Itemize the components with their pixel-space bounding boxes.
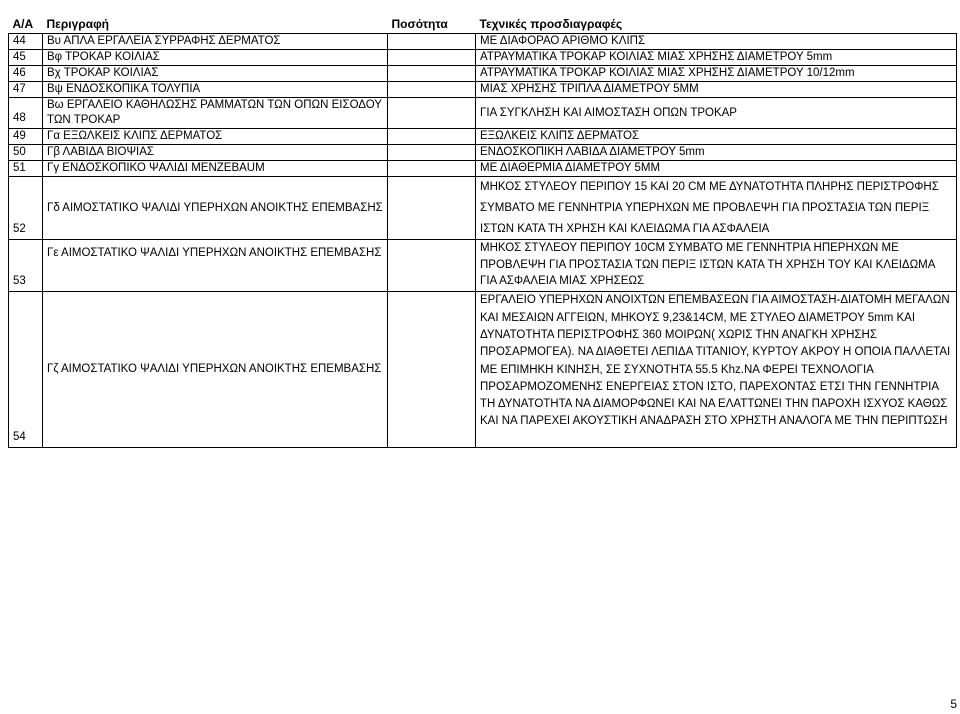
row-number: 50 [9,145,43,161]
table-row [9,129,957,145]
row-spec: ΜΗΚΟΣ ΣΤΥΛΕΟΥ ΠΕΡΙΠΟΥ 15 ΚΑΙ 20 CM ΜΕ ΔΥΝΑΤΟΤΗΤΑ ΠΛΗΡΗΣ ΠΕΡΙΣΤΡΟΦΗΣ ΣΥΜΒΑΤΟ ΜΕ ΓΕΝΝΗΤΡΙΑ ΥΠΕΡΗΧΩΝ ΜΕ ΠΡΟΒΛΕΨΗ ΓΙΑ ΠΡΟΣΤΑΣΙΑ ΤΩΝ ΠΕΡΙΞ ΙΣΤΩΝ ΚΑΤΑ ΤΗ ΧΡΗΣΗ ΚΑΙ ΚΛΕΙΔΩΜΑ ΓΙΑ ΑΣΦΑΛΕΙΑ [476,177,957,240]
row-quantity [388,161,476,177]
row-spec: ΕΞΩΛΚΕΙΣ ΚΛΙΠΣ ΔΕΡΜΑΤΟΣ [476,129,957,145]
row-spec: ΕΡΓΑΛΕΙΟ ΥΠΕΡΗΧΩΝ ΑΝΟΙΧΤΩΝ ΕΠΕΜΒΑΣΕΩΝ ΓΙΑ ΑΙΜΟΣΤΑΣΗ-ΔΙΑΤΟΜΗ ΜΕΓΑΛΩΝ ΚΑΙ ΜΕΣΑΙΩΝ ΑΓΓΕΙΩΝ, ΜΗΚΟΥΣ 9,23&14CM, ΜΕ ΣΤΥΛΕΟ ΔΙΑΜΕΤΡΟΥ 5mm ΚΑΙ ΔΥΝΑΤΟΤΗΤΑ ΠΕΡΙΣΤΡΟΦΗΣ 360 ΜΟΙΡΩΝ( ΧΩΡΙΣ ΤΗΝ ΑΝΑΓΚΗ ΧΡΗΣΗΣ ΠΡΟΣΑΡΜΟΓΕΑ). ΝΑ ΔΙΑΘΕΤΕΙ ΛΕΠΙΔΑ ΤΙΤΑΝΙΟΥ, ΚΥΡΤΟΥ ΑΚΡΟΥ Η ΟΠΟΙΑ ΠΑΛΛΕΤΑΙ ΜΕ ΕΠΙΜΗΚΗ ΚΙΝΗΣΗ, ΣΕ ΣΥΧΝΟΤΗΤΑ 55.5 Khz.ΝΑ ΦΕΡΕΙ ΤΕΧΝΟΛΟΓΙΑ ΠΡΟΣΑΡΜΟΖΟΜΕΝΗΣ ΕΝΕΡΓΕΙΑΣ ΣΤΟΝ ΙΣΤΟ, ΠΑΡΕΧΟΝΤΑΣ ΕΤΣΙ ΤΗΝ ΓΕΝΝΗΤΡΙΑ ΤΗ ΔΥΝΑΤΟΤΗΤΑ ΝΑ ΔΙΑΜΟΡΦΩΝΕΙ ΚΑΙ ΝΑ ΕΛΑΤΤΩΝΕΙ ΤΗΝ ΠΑΡΟΧΗ ΙΣΧΥΟΣ ΚΑΘΩΣ ΚΑΙ ΝΑ ΠΑΡΕΧΕΙ ΑΚΟΥΣΤΙΚΗ ΑΝΑΔΡΑΣΗ ΣΤΟ ΧΡΗΣΤΗ ΑΝΑΛΟΓΑ ΜΕ ΤΗΝ ΠΕΡΙΠΤΩΣΗ [476,292,957,448]
row-number: 44 [9,34,43,50]
row-spec: ΑΤΡΑΥΜΑΤΙΚΑ ΤΡΟΚΑΡ ΚΟΙΛΙΑΣ ΜΙΑΣ ΧΡΗΣΗΣ ΔΙΑΜΕΤΡΟΥ 5mm [476,50,957,66]
row-description: Βω ΕΡΓΑΛΕΙΟ ΚΑΘΗΛΩΣΗΣ ΡΑΜΜΑΤΩΝ ΤΩΝ ΟΠΩΝ ΕΙΣΟΔΟΥ ΤΩΝ ΤΡΟΚΑΡ [43,98,388,129]
table-row [9,292,957,448]
row-spec: ΜΗΚΟΣ ΣΤΥΛΕΟΥ ΠΕΡΙΠΟΥ 10CM ΣΥΜΒΑΤΟ ΜΕ ΓΕΝΝΗΤΡΙΑ ΗΠΕΡΗΧΩΝ ΜΕ ΠΡΟΒΛΕΨΗ ΓΙΑ ΠΡΟΣΤΑΣΙΑ ΤΩΝ ΠΕΡΙΞ ΙΣΤΩΝ ΚΑΤΑ ΤΗ ΧΡΗΣΗ ΤΟΥ ΚΑΙ ΚΛΕΙΔΩΜΑ ΓΙΑ ΑΣΦΑΛΕΙΑ ΜΙΑΣ ΧΡΗΣΕΩΣ [476,240,957,292]
row-spec: ΜΕ ΔΙΑΦΟΡΑΟ ΑΡΙΘΜΟ ΚΛΙΠΣ [476,34,957,50]
row-number: 52 [9,177,43,240]
equipment-spec-table [8,15,957,448]
row-number: 51 [9,161,43,177]
row-description: Γζ ΑΙΜΟΣΤΑΤΙΚΟ ΨΑΛΙΔΙ ΥΠΕΡΗΧΩΝ ΑΝΟΙΚΤΗΣ ΕΠΕΜΒΑΣΗΣ [43,292,388,448]
row-quantity [388,177,476,240]
table-row [9,240,957,292]
row-number: 49 [9,129,43,145]
table-row [9,98,957,129]
row-description: Γε ΑΙΜΟΣΤΑΤΙΚΟ ΨΑΛΙΔΙ ΥΠΕΡΗΧΩΝ ΑΝΟΙΚΤΗΣ ΕΠΕΜΒΑΣΗΣ [43,240,388,292]
row-number: 48 [9,98,43,129]
header-aa: Α/Α [9,15,43,34]
row-quantity [388,50,476,66]
row-description: Γβ ΛΑΒΙΔΑ ΒΙΟΨΙΑΣ [43,145,388,161]
row-quantity [388,145,476,161]
page-number: 5 [950,697,957,711]
row-quantity [388,240,476,292]
row-description: Βφ ΤΡΟΚΑΡ ΚΟΙΛΙΑΣ [43,50,388,66]
table-row [9,66,957,82]
header-specs: Τεχνικές προσδιαγραφές [476,15,957,34]
row-number: 53 [9,240,43,292]
row-number: 45 [9,50,43,66]
row-description: Γα ΕΞΩΛΚΕΙΣ ΚΛΙΠΣ ΔΕΡΜΑΤΟΣ [43,129,388,145]
row-quantity [388,34,476,50]
row-spec: ΕΝΔΟΣΚΟΠΙΚΗ ΛΑΒΙΔΑ ΔΙΑΜΕΤΡΟΥ 5mm [476,145,957,161]
row-quantity [388,66,476,82]
row-spec: ΓΙΑ ΣΥΓΚΛΗΣΗ ΚΑΙ ΑΙΜΟΣΤΑΣΗ ΟΠΩΝ ΤΡΟΚΑΡ [476,98,957,129]
row-number: 47 [9,82,43,98]
row-number: 54 [9,292,43,448]
table-row [9,34,957,50]
row-spec: ΜΙΑΣ ΧΡΗΣΗΣ ΤΡΙΠΛΑ ΔΙΑΜΕΤΡΟΥ 5ΜΜ [476,82,957,98]
row-description: Γγ ΕΝΔΟΣΚΟΠΙΚΟ ΨΑΛΙΔΙ ΜΕΝΖΕΒΑUΜ [43,161,388,177]
header-description: Περιγραφή [43,15,388,34]
row-description: Βυ ΑΠΛΑ ΕΡΓΑΛΕΙΑ ΣΥΡΡΑΦΗΣ ΔΕΡΜΑΤΟΣ [43,34,388,50]
table-header-row [9,15,957,34]
table-row [9,145,957,161]
row-description: Βχ ΤΡΟΚΑΡ ΚΟΙΛΙΑΣ [43,66,388,82]
row-description: Γδ ΑΙΜΟΣΤΑΤΙΚΟ ΨΑΛΙΔΙ ΥΠΕΡΗΧΩΝ ΑΝΟΙΚΤΗΣ ΕΠΕΜΒΑΣΗΣ [43,177,388,240]
table-row [9,177,957,240]
row-quantity [388,292,476,448]
header-quantity: Ποσότητα [388,15,476,34]
row-quantity [388,82,476,98]
row-number: 46 [9,66,43,82]
row-spec: ΑΤΡΑΥΜΑΤΙΚΑ ΤΡΟΚΑΡ ΚΟΙΛΙΑΣ ΜΙΑΣ ΧΡΗΣΗΣ ΔΙΑΜΕΤΡΟΥ 10/12mm [476,66,957,82]
row-spec: ΜΕ ΔΙΑΘΕΡΜΙΑ ΔΙΑΜΕΤΡΟΥ 5ΜΜ [476,161,957,177]
table-row [9,161,957,177]
row-quantity [388,98,476,129]
row-description: Βψ ΕΝΔΟΣΚΟΠΙΚΑ ΤΟΛΥΠΙΑ [43,82,388,98]
table-row [9,50,957,66]
row-quantity [388,129,476,145]
table-row [9,82,957,98]
